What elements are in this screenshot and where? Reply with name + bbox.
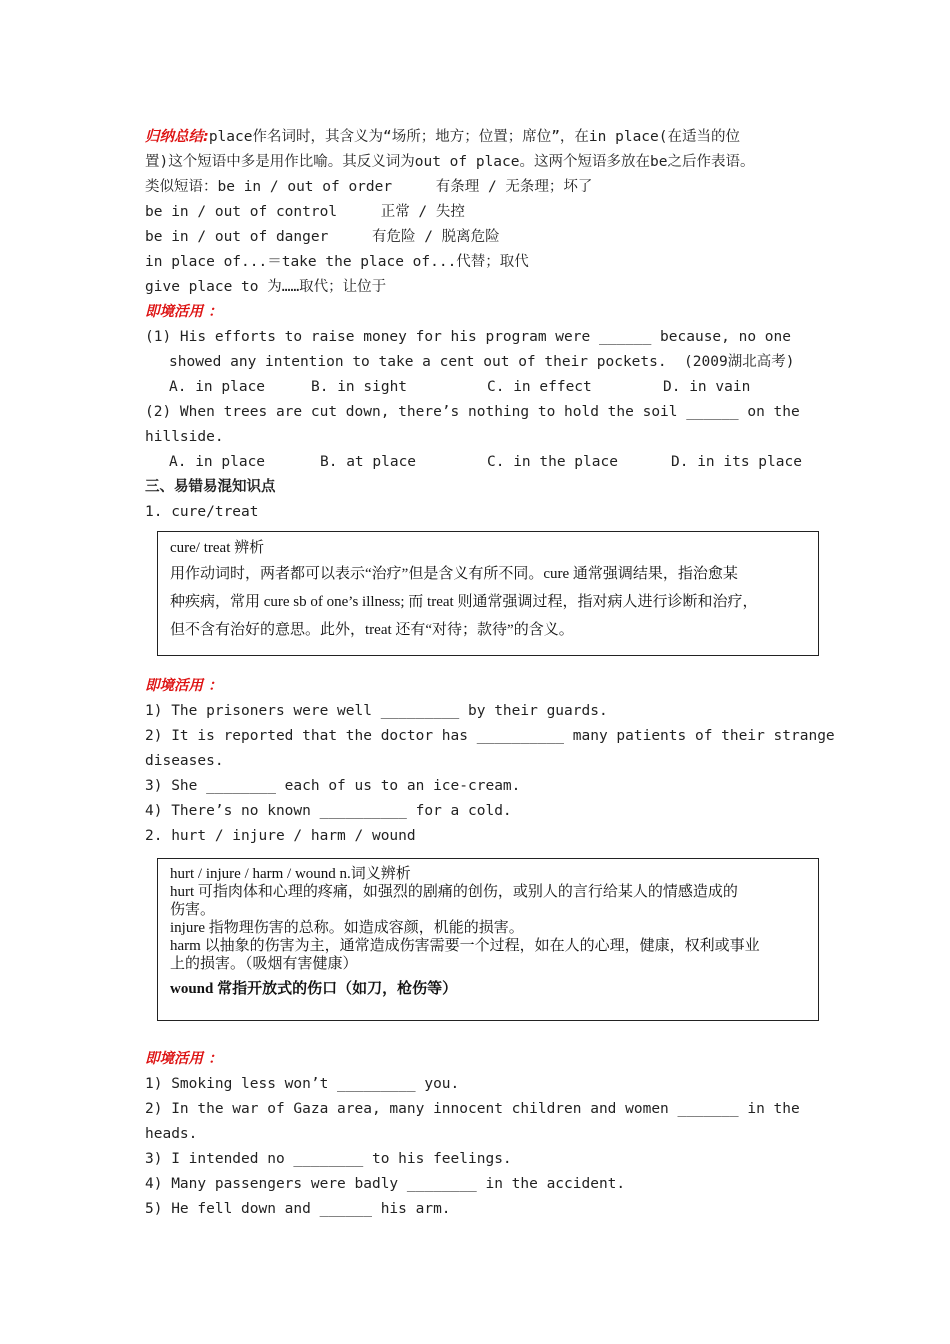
section-heading: 三、易错易混知识点 bbox=[145, 479, 276, 495]
box2-line-4: harm 以抽象的伤害为主，通常造成伤害需要一个过程，如在人的心理，健康，权利或事业 bbox=[170, 938, 760, 954]
q1-option-c: C. in effect bbox=[487, 379, 592, 395]
summary-line-1 bbox=[145, 125, 740, 150]
practice-2-line-5: 4) There’s no known __________ for a cold. bbox=[145, 803, 512, 819]
q1-option-b: B. in sight bbox=[311, 379, 408, 395]
practice-2-line-1: 1) The prisoners were well _________ by their guards. bbox=[145, 703, 608, 719]
cure-treat-box bbox=[157, 531, 819, 656]
box2-line-2: 伤害。 bbox=[170, 902, 216, 918]
hurt-injure-box bbox=[157, 858, 819, 1021]
question-1-line-2: showed any intention to take a cent out of their pockets. (2009湖北高考) bbox=[169, 354, 795, 370]
practice-heading-1: 即境活用 ： bbox=[145, 304, 223, 320]
box2-line-1: hurt 可指肉体和心理的疼痛，如强烈的剧痛的创伤，或别人的言行给某人的情感造成的 bbox=[170, 884, 738, 900]
item-2-title: 2. hurt / injure / harm / wound bbox=[145, 828, 416, 844]
practice-heading-2: 即境活用 ： bbox=[145, 678, 223, 694]
q2-option-c: C. in the place bbox=[487, 454, 618, 470]
practice-2-line-4: 3) She ________ each of us to an ice-cream. bbox=[145, 778, 521, 794]
practice-3-line-1: 1) Smoking less won’t _________ you. bbox=[145, 1076, 460, 1092]
practice-3-line-3: heads. bbox=[145, 1126, 198, 1142]
practice-2-line-2: 2) It is reported that the doctor has __________ many patients of their strange bbox=[145, 728, 835, 744]
box2-line-3: injure 指物理伤害的总称。如造成容颜，机能的损害。 bbox=[170, 920, 524, 936]
summary-line-2: 置)这个短语中多是用作比喻。其反义词为out of place。这两个短语多放在be之后作表语。 bbox=[145, 154, 755, 170]
practice-3-line-6: 5) He fell down and ______ his arm. bbox=[145, 1201, 451, 1217]
box1-line-1: 用作动词时，两者都可以表示“治疗”但是含义有所不同。cure 通常强调结果，指治愈某 bbox=[170, 566, 738, 582]
summary-line-4: be in / out of control 正常 / 失控 bbox=[145, 204, 465, 220]
box2-line-6: wound 常指开放式的伤口（如刀，枪伤等） bbox=[170, 981, 458, 997]
item-1-title: 1. cure/treat bbox=[145, 504, 259, 520]
box2-title: hurt / injure / harm / wound n.词义辨析 bbox=[170, 866, 411, 882]
question-2-line-1: (2) When trees are cut down, there’s nothing to hold the soil ______ on the bbox=[145, 404, 800, 420]
practice-3-line-2: 2) In the war of Gaza area, many innocent children and women _______ in the bbox=[145, 1101, 800, 1117]
q2-option-a: A. in place bbox=[169, 454, 266, 470]
practice-heading-3: 即境活用 ： bbox=[145, 1051, 223, 1067]
q1-option-d: D. in vain bbox=[663, 379, 751, 395]
summary-title: 归纳总结: bbox=[145, 129, 209, 145]
box2-line-5: 上的损害。（吸烟有害健康） bbox=[170, 956, 358, 972]
q2-option-d: D. in its place bbox=[671, 454, 802, 470]
box1-line-3: 但不含有治好的意思。此外，treat 还有“对待；款待”的含义。 bbox=[170, 622, 574, 638]
question-1-line-1: (1) His efforts to raise money for his program were ______ because, no one bbox=[145, 329, 792, 345]
summary-line-6: in place of...＝take the place of...代替；取代 bbox=[145, 254, 529, 270]
summary-line-7: give place to 为……取代；让位于 bbox=[145, 279, 387, 295]
box1-title: cure/ treat 辨析 bbox=[170, 540, 265, 556]
summary-text-1: place作名词时，其含义为“场所；地方；位置；席位”，在in place(在适当的位 bbox=[208, 129, 740, 145]
summary-line-3: 类似短语：be in / out of order 有条理 / 无条理；坏了 bbox=[145, 179, 593, 195]
q2-option-b: B. at place bbox=[320, 454, 417, 470]
practice-3-line-4: 3) I intended no ________ to his feelings. bbox=[145, 1151, 512, 1167]
practice-2-line-3: diseases. bbox=[145, 753, 224, 769]
question-2-line-2: hillside. bbox=[145, 429, 224, 445]
summary-line-5: be in / out of danger 有危险 / 脱离危险 bbox=[145, 229, 500, 245]
q1-option-a: A. in place bbox=[169, 379, 266, 395]
box1-line-2: 种疾病，常用 cure sb of one’s illness; 而 treat 则通常强调过程，指对病人进行诊断和治疗， bbox=[170, 594, 758, 610]
practice-3-line-5: 4) Many passengers were badly ________ in the accident. bbox=[145, 1176, 626, 1192]
